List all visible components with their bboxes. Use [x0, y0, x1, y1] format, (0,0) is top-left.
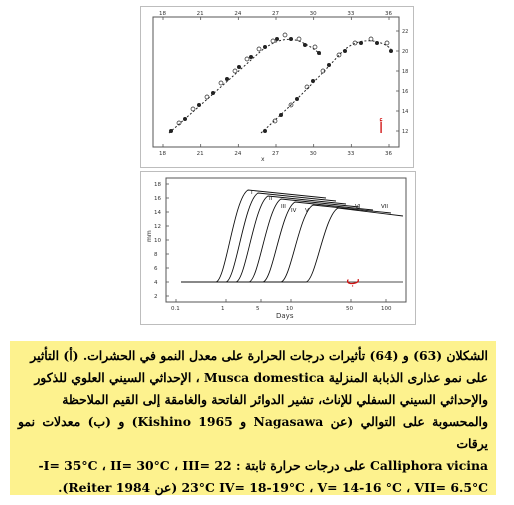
figure-a-point-filled	[211, 91, 215, 95]
figure-b-curve	[181, 208, 403, 282]
figure-a-curve-upper	[169, 39, 321, 133]
figure-a-point-filled	[263, 129, 267, 133]
figure-a-x-tick-label-top: 24	[234, 11, 242, 17]
figure-b-x-tick-label: 5	[256, 306, 260, 312]
figure-a-y-tick-label: 18	[402, 69, 409, 75]
figure-b-x-tick-label: 100	[381, 306, 392, 312]
caption-line-5: Calliphora vicina على درجات حرارة ثابتة : I= 35°C ، II= 30°C ، III= 22-	[38, 458, 488, 473]
figure-a-point-filled	[311, 79, 315, 83]
figure-a-scatter-plot	[140, 6, 414, 168]
figure-a-point-open	[257, 47, 261, 51]
figure-a-point-filled	[327, 63, 331, 67]
figure-b-curve	[181, 190, 326, 282]
figure-a-frame	[153, 17, 399, 147]
figure-a-point-filled	[197, 103, 201, 107]
figure-a-x-tick-label-top: 33	[347, 11, 355, 17]
figure-a-point-filled	[389, 49, 393, 53]
figure-a-point-open	[369, 37, 373, 41]
figure-a-point-filled	[295, 97, 299, 101]
figure-a-y-tick-label: 22	[402, 29, 409, 35]
figure-a-point-open	[245, 57, 249, 61]
figure-b-curve-label: III	[281, 204, 286, 210]
caption-line-2: على نمو عذارى الذبابة المنزلية Musca domestica ، الإحداثي السيني العلوي للذكور	[34, 370, 488, 385]
figure-caption	[10, 341, 496, 495]
figure-b-y-tick-label: 6	[154, 266, 158, 272]
caption-line-3: والإحداثي السيني السفلي للإناث، تشير الدوائر الفاتحة والغامقة إلى القيم الملاحظة	[62, 392, 488, 407]
figure-b-line-chart	[140, 171, 416, 325]
figure-a-x-axis-label: x	[261, 156, 265, 163]
figure-a-y-tick-label: 16	[402, 89, 409, 95]
figure-b-x-tick-label: 1	[221, 306, 225, 312]
figure-a-y-tick-label: 14	[402, 109, 409, 115]
figure-a-x-tick-label-top: 27	[272, 11, 279, 17]
figure-a-x-tick-label-top: 18	[159, 11, 166, 17]
figure-a-y-tick-label: 20	[402, 49, 409, 55]
figure-a-x-tick-label-top: 21	[196, 11, 204, 17]
figure-b-y-tick-label: 18	[154, 182, 161, 188]
figure-a-x-tick-label-bottom: 27	[272, 151, 279, 157]
figure-a-point-filled	[317, 51, 321, 55]
figure-a-point-open	[337, 53, 341, 57]
figure-a-x-tick-label-bottom: 36	[385, 151, 392, 157]
figure-a-y-tick-label: 12	[402, 129, 409, 135]
figure-b-x-tick-label: 50	[346, 306, 353, 312]
caption-line-4: والمحسوبة على التوالي (عن Nagasawa و Kishino 1965) و (ب) معدلات نمو يرقات	[18, 414, 488, 451]
figure-b-y-tick-label: 2	[154, 294, 158, 300]
figure-a-panel-label: أ	[379, 119, 384, 137]
figure-a-x-tick-label-bottom: 30	[309, 151, 317, 157]
figure-a-point-filled	[169, 129, 173, 133]
figure-b-panel-label: ب	[346, 270, 361, 288]
figure-a-x-tick-label-bottom: 21	[196, 151, 204, 157]
figure-a-curve-lower	[261, 41, 391, 133]
figure-b-curve-label: VI	[355, 204, 361, 210]
figure-a-point-open	[283, 33, 287, 37]
figure-a-point-open	[297, 37, 301, 41]
figure-a-point-filled	[275, 37, 279, 41]
figure-a-point-open	[313, 45, 317, 49]
figure-b-frame	[166, 178, 406, 302]
figure-a-point-open	[233, 69, 237, 73]
figure-a-point-open	[385, 41, 389, 45]
figure-a-point-filled	[237, 65, 241, 69]
figure-b-y-tick-label: 8	[154, 252, 158, 258]
figure-b-x-tick-label: 0.1	[171, 306, 180, 312]
figure-a-point-open	[219, 81, 223, 85]
figure-a-x-tick-label-bottom: 24	[234, 151, 242, 157]
figure-a-point-filled	[303, 43, 307, 47]
figure-b-y-tick-label: 16	[154, 196, 161, 202]
figure-b-curve-label: I	[251, 190, 253, 196]
caption-line-6: 23°C IV= 18-19°C ، V= 14-16 °C ، VII= 6.5°C (عن Reiter 1984).	[58, 480, 488, 495]
figure-a-point-filled	[249, 55, 253, 59]
figure-a-x-tick-label-top: 30	[309, 11, 317, 17]
figure-a-point-filled	[289, 37, 293, 41]
figure-a-svg	[141, 7, 413, 167]
figure-a-point-open	[271, 39, 275, 43]
figure-b-curve-label: VII	[381, 204, 389, 210]
figure-a-point-filled	[359, 41, 363, 45]
figure-a-point-open	[205, 95, 209, 99]
figure-b-y-tick-label: 10	[154, 238, 161, 244]
figure-a-x-tick-label-top: 36	[385, 11, 392, 17]
figure-a-point-filled	[279, 113, 283, 117]
figure-a-point-open	[353, 41, 357, 45]
caption-line-1: الشكلان (63) و (64) تأثيرات درجات الحرارة على معدل النمو في الحشرات. (أ) التأثير	[30, 348, 488, 363]
figure-b-y-tick-label: 14	[154, 210, 161, 216]
figure-a-point-filled	[375, 41, 379, 45]
figure-b-svg	[141, 172, 415, 324]
figure-a-point-open	[191, 107, 195, 111]
figure-b-curve	[181, 202, 373, 282]
figure-b-y-axis-label: mm	[146, 230, 153, 242]
figure-a-point-filled	[183, 117, 187, 121]
figure-b-curve-label: V	[305, 208, 309, 214]
figure-b-curve	[181, 193, 336, 282]
figure-a-x-tick-label-bottom: 33	[347, 151, 355, 157]
figure-b-x-axis-label: Days	[276, 312, 294, 320]
figure-a-point-filled	[263, 45, 267, 49]
figure-b-curve-label: II	[269, 196, 273, 202]
figure-b-curve-label: IV	[291, 208, 297, 214]
figure-a-x-tick-label-bottom: 18	[159, 151, 166, 157]
figure-a-point-filled	[225, 77, 229, 81]
figure-b-y-tick-label: 4	[154, 280, 158, 286]
figure-b-x-tick-label: 10	[286, 306, 293, 312]
figure-b-curve	[181, 196, 346, 282]
figure-b-y-tick-label: 12	[154, 224, 161, 230]
figure-a-point-filled	[343, 49, 347, 53]
